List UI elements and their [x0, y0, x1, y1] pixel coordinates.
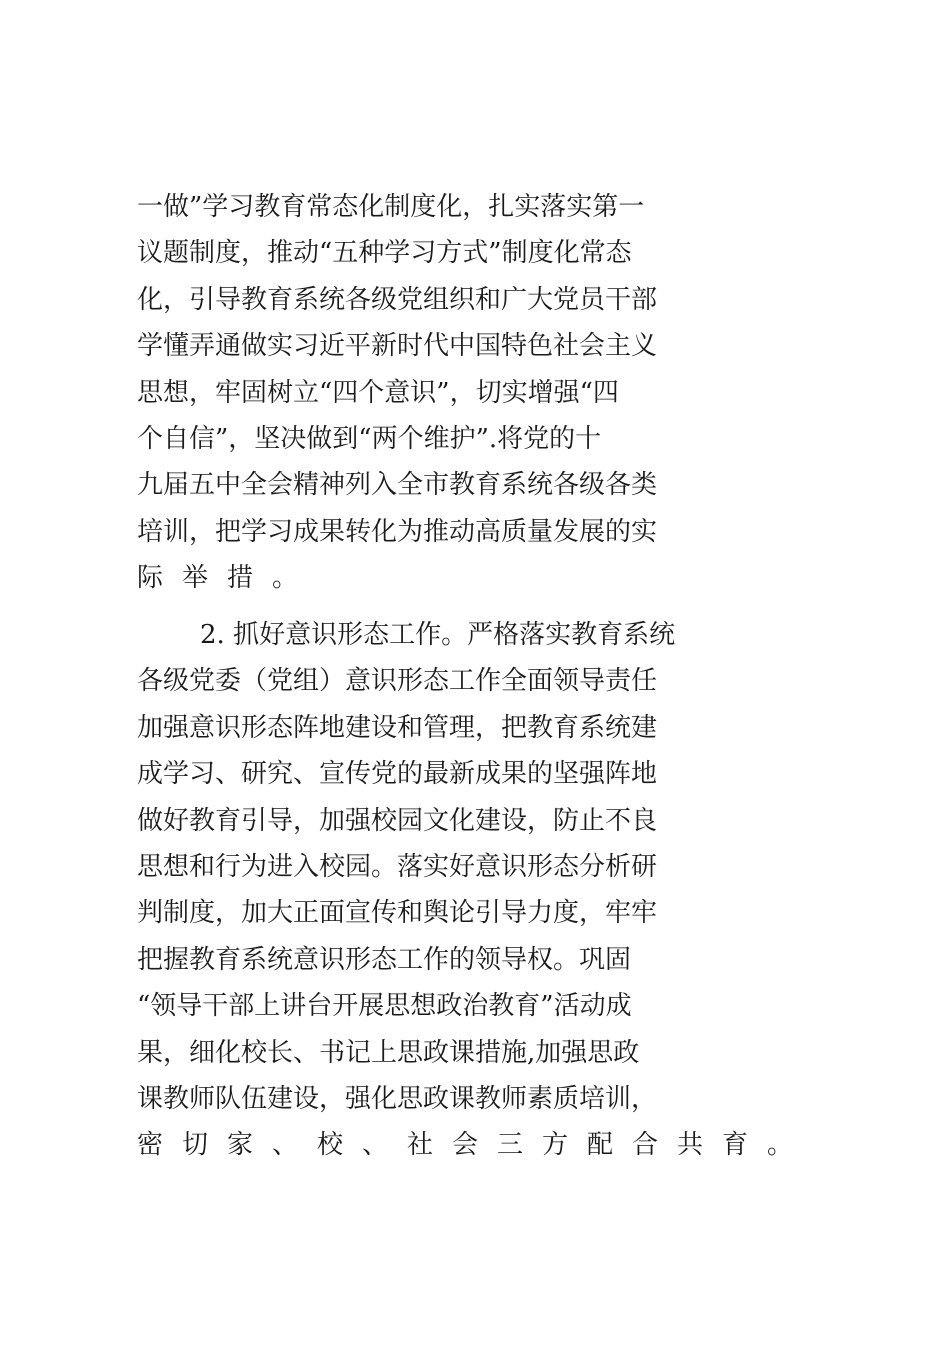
- paragraph-line: 各级党委（党组）意识形态工作全面领导责任: [137, 666, 658, 697]
- paragraph-line: 把握教育系统意识形态工作的领导权。巩固: [137, 944, 632, 975]
- paragraph-line: 成学习、研究、宣传党的最新成果的坚强阵地: [137, 759, 658, 790]
- paragraph-line: “领导干部上讲台开展思想政治教育”活动成: [137, 991, 632, 1022]
- paragraph-line: 加强意识形态阵地建设和管理，把教育系统建: [137, 712, 658, 743]
- paragraph-line: 思想，牢固树立“四个意识”，切实增强“四: [137, 377, 619, 408]
- paragraph-line: 思想和行为进入校园。落实好意识形态分析研: [137, 851, 658, 882]
- paragraph-line: 密切家、校、社会三方配合共育。: [137, 1130, 813, 1161]
- paragraph-2: [137, 612, 817, 1169]
- paragraph-line: 培训，把学习成果转化为推动高质量发展的实: [137, 516, 658, 547]
- paragraph-line: 议题制度，推动“五种学习方式”制度化常态: [137, 238, 632, 269]
- paragraph-line: 化，引导教育系统各级党组织和广大党员干部: [137, 284, 658, 315]
- paragraph-line: 九届五中全会精神列入全市教育系统各级各类: [137, 470, 658, 501]
- paragraph-line: 2. 抓好意识形态工作。严格落实教育系统: [200, 620, 676, 650]
- paragraph-1: [137, 184, 817, 602]
- paragraph-line: 判制度，加大正面宣传和舆论引导力度，牢牢: [137, 898, 658, 929]
- paragraph-line: 际举措。: [137, 563, 318, 594]
- paragraph-line: 学懂弄通做实习近平新时代中国特色社会主义: [137, 331, 658, 362]
- paragraph-line: 果，细化校长、书记上思政课措施,加强思政: [137, 1037, 640, 1068]
- paragraph-line: 一做”学习教育常态化制度化，扎实落实第一: [137, 192, 645, 222]
- paragraph-line: 个自信”，坚决做到“两个维护”.将党的十: [137, 423, 602, 454]
- paragraph-line: 做好教育引导，加强校园文化建设，防止不良: [137, 805, 658, 836]
- paragraph-line: 课教师队伍建设，强化思政课教师素质培训，: [137, 1083, 658, 1114]
